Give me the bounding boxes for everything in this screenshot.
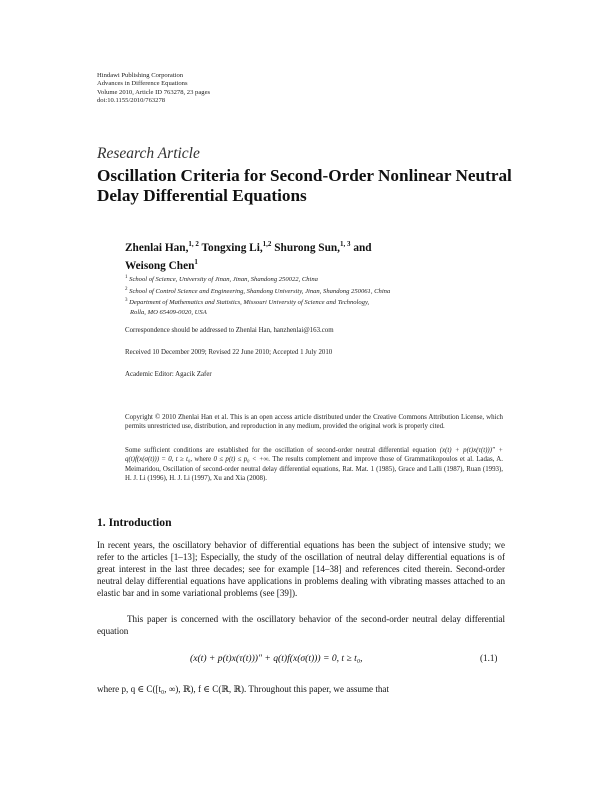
affiliation: $^1$ School of Science, University of Jinan, Jinan, Shandong 250022, China [125,275,318,284]
equation-number: (1.1) [480,653,498,663]
copyright-notice: Copyright © 2010 Zhenlai Han et al. This is an open access article distributed under the Creative Commons Attribution License, which permits unrestricted use, distribution, and reproduction in any medium, provided the original work is properly cited. [125,414,503,431]
publisher: Hindawi Publishing Corporation [97,72,184,79]
paper-title: Oscillation Criteria for Second-Order Nonlinear Neutral Delay Differential Equations [97,166,512,205]
academic-editor: Academic Editor: Agacik Zafer [125,371,212,378]
doi[interactable]: doi:10.1155/2010/763278 [97,97,166,105]
journal-name: Advances in Difference Equations [97,80,188,88]
abstract-equation: (x(t) + p(t)x(τ(t)))″ + q(t)f(x(σ(t))) = 0, t ≥ t₀, [125,447,503,464]
author: Shurong Sun,$^{1, 3}$ [274,240,351,254]
affiliation: $^3$ Department of Mathematics and Statistics, Missouri University of Science and Technology, [125,298,370,307]
abstract-condition: 0 ≤ p(t) ≤ p₀ < +∞. [213,456,271,464]
author-conjunction: and [353,241,372,254]
equation-1-1: (x(t) + p(t)x(τ(t)))″ + q(t)f(x(σ(t))) = 0, t ≥ t₀, [190,653,363,664]
author-list [125,237,485,274]
author: Tongxing Li,$^{1,2}$ [201,240,272,254]
affiliation-continued: Rolla, MO 65409-0020, USA [130,308,207,316]
volume-info: Volume 2010, Article ID 763278, 23 pages [97,88,211,96]
intro-paragraph-2: This paper is concerned with the oscillatory behavior of the second-order neutral delay differential equation [97,614,505,636]
intro-paragraph-3: where p, q ∈ C([t₀, ∞), ℝ), f ∈ C(ℝ, ℝ). Throughout this paper, we assume that [97,684,389,694]
author: Zhenlai Han,$^{1, 2}$ [125,240,199,254]
correspondence: Correspondence should be addressed to Zhenlai Han, hanzhenlai@163.com [125,327,334,334]
article-type: Research Article [97,145,200,162]
affiliation: $^2$ School of Control Science and Engineering, Shandong University, Jinan, Shandong 250061, China [125,286,391,295]
author: Weisong Chen$^1$ [125,258,198,273]
dates: Received 10 December 2009; Revised 22 June 2010; Accepted 1 July 2010 [125,349,333,356]
intro-paragraph-1: In recent years, the oscillatory behavior of differential equations has been the subject of intensive study; we refer to the articles [1–13]; Especially, the study of the oscillation of neutral delay differential equations is of great interest in the last three decades; see for example [14–38] and references cited therein. Second-order neutral delay differential equations have applications in problems dealing with vibrating masses attached to an elastic bar and in some variational problems (see [39]). [97,540,505,598]
affiliations [125,273,505,317]
journal-header [97,72,210,106]
abstract: Some sufficient conditions are established for the oscillation of second-order neutral differential equation (x(t) + p(t)x(τ(t)))″ + q(t)f(x(σ(t))) = 0, t ≥ t₀, where 0 ≤ p(t) ≤ p₀ < +∞. The results complement and improve those of Grammatikopoulos et al. Ladas, A. Meimaridou, Oscillation of second-order neutral delay differential equations, Rat. Mat. 1 (1985), Grace and Lalli (1987), Ruan (1993), H. J. Li (1996), H. J. Li (1997), Xu and Xia (2008). [125,447,504,482]
section-heading: 1. Introduction [97,516,172,529]
